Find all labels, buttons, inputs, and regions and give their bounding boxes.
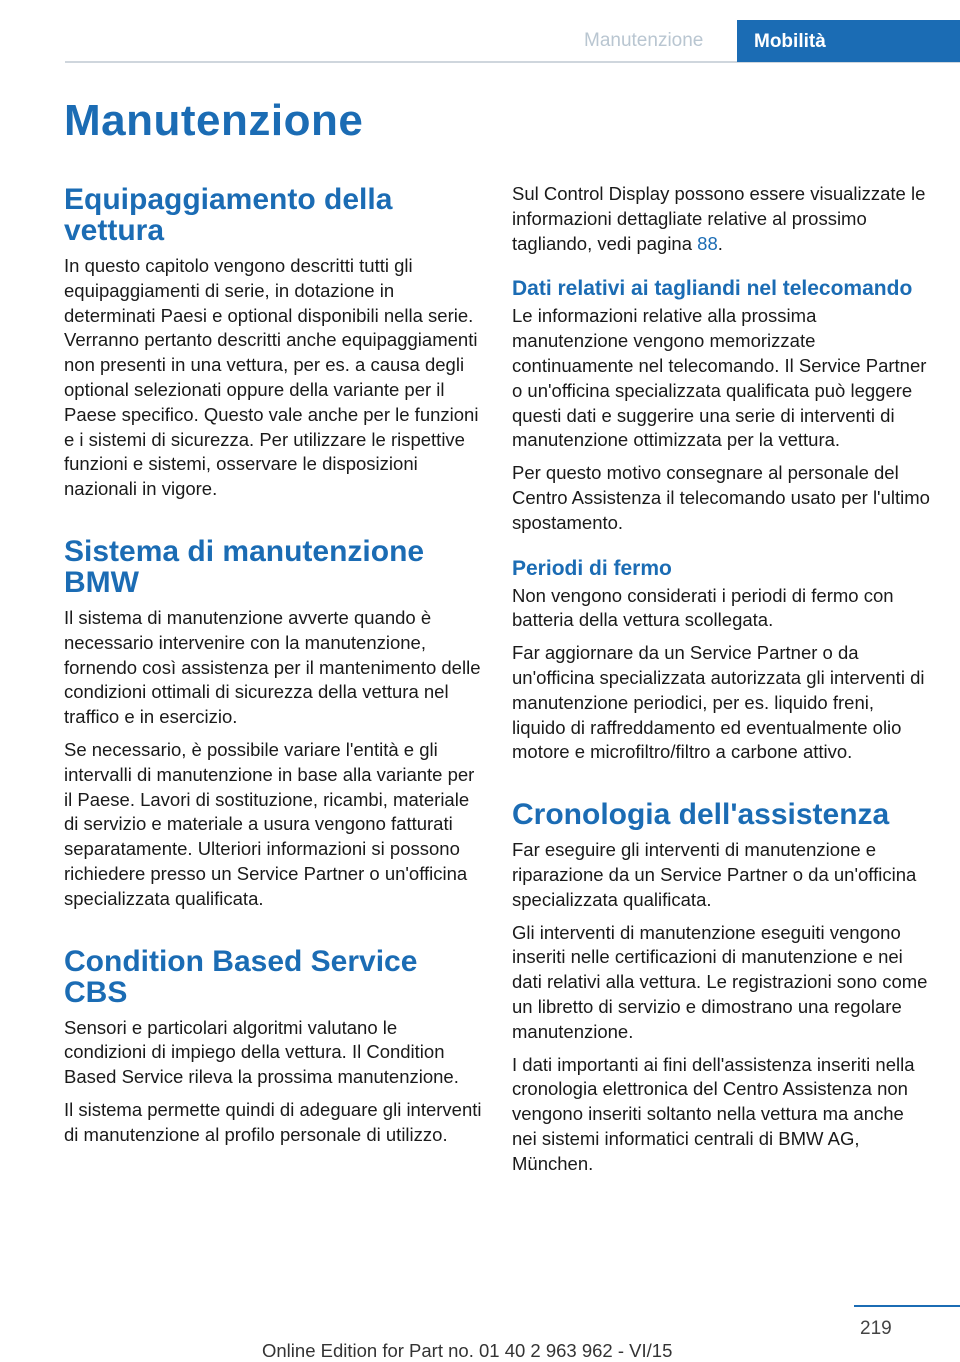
section-heading-equipaggiamento: Equipaggiamento della vettura: [64, 183, 393, 247]
tab-mobilita[interactable]: [737, 20, 960, 62]
tab-mobilita-label: Mobilità: [754, 31, 826, 52]
page-title: Manutenzione: [64, 96, 364, 145]
right-column: [512, 182, 930, 1185]
section-heading-cbs: Condition Based Service CBS: [64, 944, 418, 1009]
paragraph: Non vengono considerati i periodi di fermo con batteria della vettura scollegata.: [512, 584, 894, 631]
tab-manutenzione[interactable]: Manutenzione: [584, 30, 704, 51]
paragraph: Far eseguire gli interventi di manutenzione e riparazione da un Service Partner o da un'officina specializzata qualificata.: [512, 839, 917, 910]
section-heading-cronologia: Cronologia dell'assistenza: [512, 798, 890, 832]
left-column: [64, 184, 482, 1156]
page-number: 219: [860, 1318, 892, 1339]
paragraph: Sensori e particolari algoritmi valutano le condizioni di impiego della vettura. Il Condition Based Service rileva la prossima manutenzione.: [64, 1016, 459, 1088]
subheading-periodi-fermo: Periodi di fermo: [512, 556, 672, 580]
section-heading-sistema-manutenzione: Sistema di manutenzione BMW: [64, 534, 425, 599]
paragraph: In questo capitolo vengono descritti tutti gli equipaggiamenti di serie, in dotazione in determinati Paesi e optional disponibili nella serie. Verranno pertanto descritti anche equipaggiamenti non presenti in una vettura, per es. a causa degli optional selezionati oppure della variante per il Paese specifico. Questo vale anche per le funzioni e i sistemi di sicurezza. Per utilizzare le rispettive funzioni e sistemi, osservare le disposizioni nazionali in vigore.: [64, 255, 479, 500]
footer-accent-line: [854, 1305, 960, 1307]
paragraph: I dati importanti ai fini dell'assistenza inseriti nella cronologia elettronica del Centro Assistenza non vengono inseriti soltanto nella vettura ma anche nei sistemi informatici centrali di BMW AG, München.: [512, 1053, 915, 1174]
paragraph: Far aggiornare da un Service Partner o da un'officina specializzata autorizzata gli interventi di manutenzione periodici, per es. liquido freni, liquido di raffreddamento ed eventualmente olio motore e microfiltro/filtro a carbone attivo.: [512, 642, 925, 763]
paragraph: Gli interventi di manutenzione eseguiti vengono inseriti nelle certificazioni di manutenzione e nei dati relativi alla vettura. Le registrazioni sono come un libretto di servizio e dimostrano una regolare manutenzione.: [512, 921, 928, 1042]
paragraph-text: Sul Control Display possono essere visualizzate le informazioni dettagliate relative al prossimo tagliando, vedi pagina: [512, 183, 926, 254]
paragraph: Per questo motivo consegnare al personale del Centro Assistenza il telecomando usato per l'ultimo spostamento.: [512, 462, 930, 533]
paragraph: Il sistema di manutenzione avverte quando è necessario intervenire con la manutenzione, fornendo così assistenza per il mantenimento delle condizioni ottimali di sicurezza della vettura nel traffico e in esercizio.: [64, 606, 481, 728]
page-reference-link[interactable]: 88: [697, 232, 718, 254]
paragraph: [512, 182, 930, 256]
paragraph-end: .: [717, 232, 723, 254]
paragraph: Se necessario, è possibile variare l'entità e gli intervalli di manutenzione in base alla variante per il Paese. Lavori di sostituzione, ricambi, materiale di servizio e materiale a usura vengono fatturati separatamente. Ulteriori informazioni si possono richiedere presso un Service Partner o un'officina specializzata qualificata.: [64, 738, 475, 909]
paragraph: Il sistema permette quindi di adeguare gli interventi di manutenzione al profilo personale di utilizzo.: [64, 1098, 482, 1145]
subheading-dati-telecomando: Dati relativi ai tagliandi nel telecomando: [512, 277, 913, 301]
paragraph: Le informazioni relative alla prossima manutenzione vengono memorizzate continuamente nel telecomando. Il Service Partner o un'officina specializzata qualificata può leggere questi dati e suggerire una serie di interventi di manutenzione ottimizzata per la vettura.: [512, 305, 927, 451]
edition-footer: Online Edition for Part no. 01 40 2 963 962 - VI/15: [262, 1340, 673, 1361]
